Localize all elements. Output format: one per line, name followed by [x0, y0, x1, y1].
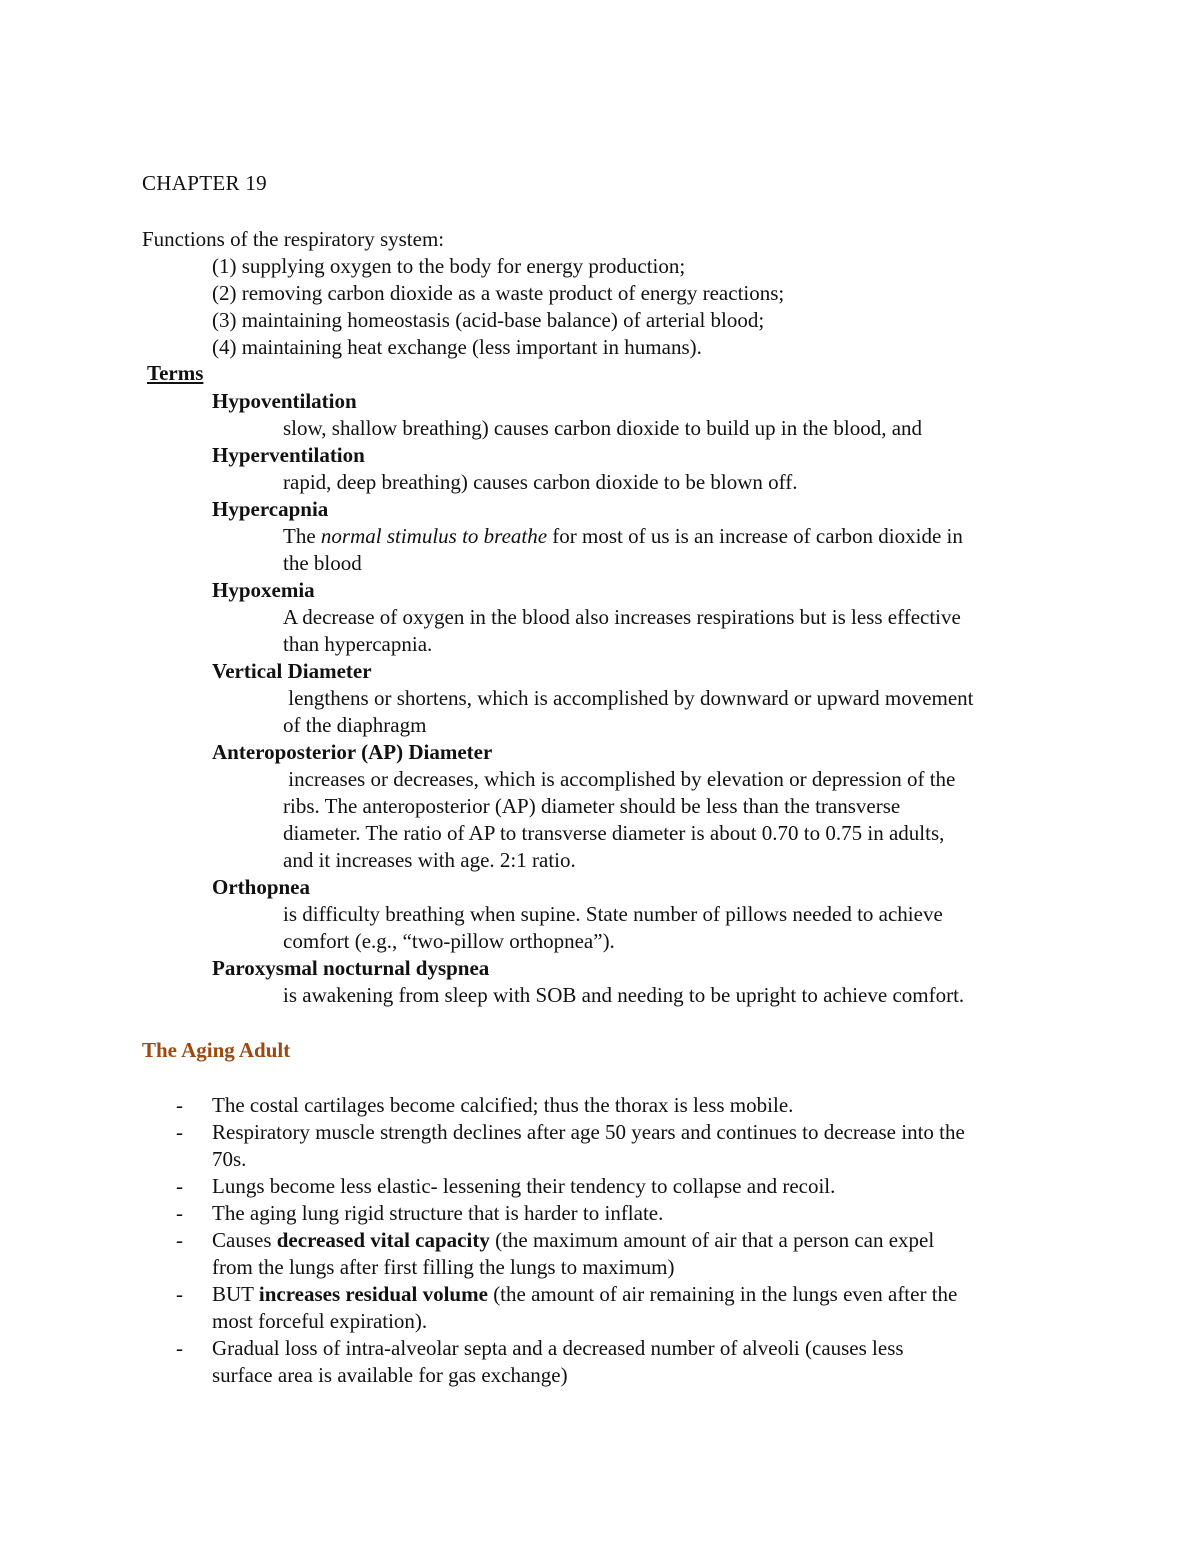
term-name: Hyperventilation [212, 443, 365, 467]
intro-text: Functions of the respiratory system: [142, 227, 445, 251]
term-definition: the blood [283, 551, 362, 575]
aging-bullet-text [212, 1281, 957, 1308]
bullet-dash: - [176, 1336, 183, 1360]
term-definition [283, 523, 963, 550]
bullet-dash: - [176, 1174, 183, 1198]
chapter-title: CHAPTER 19 [142, 171, 267, 195]
term-definition-emphasis: normal stimulus to breathe [320, 524, 548, 548]
term-definition: increases or decreases, which is accomplished by elevation or depression of the [283, 767, 956, 791]
aging-bullet-text: 70s. [212, 1147, 247, 1171]
aging-bullet-text-part: BUT [212, 1282, 259, 1306]
aging-bullet-text [212, 1227, 934, 1254]
aging-bullet-bold: decreased vital capacity [276, 1228, 490, 1252]
aging-bullet-text: most forceful expiration). [212, 1309, 428, 1333]
term-name: Orthopnea [212, 875, 311, 899]
term-name: Hypercapnia [212, 497, 329, 521]
term-name: Hypoxemia [212, 578, 315, 602]
term-name: Anteroposterior (AP) Diameter [212, 740, 493, 764]
bullet-dash: - [176, 1228, 183, 1252]
aging-bullet-text: The aging lung rigid structure that is harder to inflate. [212, 1201, 664, 1225]
aging-bullet-text: from the lungs after first filling the lungs to maximum) [212, 1255, 675, 1279]
term-definition: of the diaphragm [283, 713, 427, 737]
term-definition: than hypercapnia. [283, 632, 433, 656]
term-definition: rapid, deep breathing) causes carbon dioxide to be blown off. [283, 470, 798, 494]
term-definition: slow, shallow breathing) causes carbon dioxide to build up in the blood, and [283, 416, 923, 440]
term-name: Vertical Diameter [212, 659, 372, 683]
term-definition: comfort (e.g., “two-pillow orthopnea”). [283, 929, 615, 953]
term-definition: A decrease of oxygen in the blood also increases respirations but is less effective [283, 605, 961, 629]
term-name: Hypoventilation [212, 389, 357, 413]
aging-bullet-text: The costal cartilages become calcified; thus the thorax is less mobile. [212, 1093, 794, 1117]
term-definition: and it increases with age. 2:1 ratio. [283, 848, 576, 872]
aging-bullet-text-part: Causes [212, 1228, 277, 1252]
aging-bullet-text: Lungs become less elastic- lessening their tendency to collapse and recoil. [212, 1174, 836, 1198]
term-definition-text: for most of us is an increase of carbon dioxide in [547, 524, 963, 548]
bullet-dash: - [176, 1201, 183, 1225]
terms-heading: Terms [147, 361, 204, 385]
bullet-dash: - [176, 1093, 183, 1117]
function-item: (3) maintaining homeostasis (acid-base balance) of arterial blood; [212, 308, 765, 332]
bullet-dash: - [176, 1120, 183, 1144]
term-definition: is difficulty breathing when supine. State number of pillows needed to achieve [283, 902, 943, 926]
bullet-dash: - [176, 1282, 183, 1306]
aging-adult-heading: The Aging Adult [142, 1038, 291, 1062]
function-item: (1) supplying oxygen to the body for energy production; [212, 254, 686, 278]
aging-bullet-text: Gradual loss of intra-alveolar septa and a decreased number of alveoli (causes less [212, 1336, 904, 1360]
aging-bullet-text-part: (the maximum amount of air that a person can expel [489, 1228, 935, 1252]
aging-bullet-text-part: (the amount of air remaining in the lungs even after the [487, 1282, 958, 1306]
function-item: (2) removing carbon dioxide as a waste product of energy reactions; [212, 281, 785, 305]
function-item: (4) maintaining heat exchange (less important in humans). [212, 335, 702, 359]
aging-bullet-bold: increases residual volume [258, 1282, 488, 1306]
aging-bullet-text: Respiratory muscle strength declines after age 50 years and continues to decrease into the [212, 1120, 965, 1144]
aging-bullet-text: surface area is available for gas exchange) [212, 1363, 568, 1387]
term-definition: diameter. The ratio of AP to transverse diameter is about 0.70 to 0.75 in adults, [283, 821, 945, 845]
term-definition-text: The [283, 524, 321, 548]
term-definition: ribs. The anteroposterior (AP) diameter should be less than the transverse [283, 794, 901, 818]
term-definition: is awakening from sleep with SOB and needing to be upright to achieve comfort. [283, 983, 965, 1007]
term-definition: lengthens or shortens, which is accomplished by downward or upward movement [283, 686, 974, 710]
term-name: Paroxysmal nocturnal dyspnea [212, 956, 490, 980]
